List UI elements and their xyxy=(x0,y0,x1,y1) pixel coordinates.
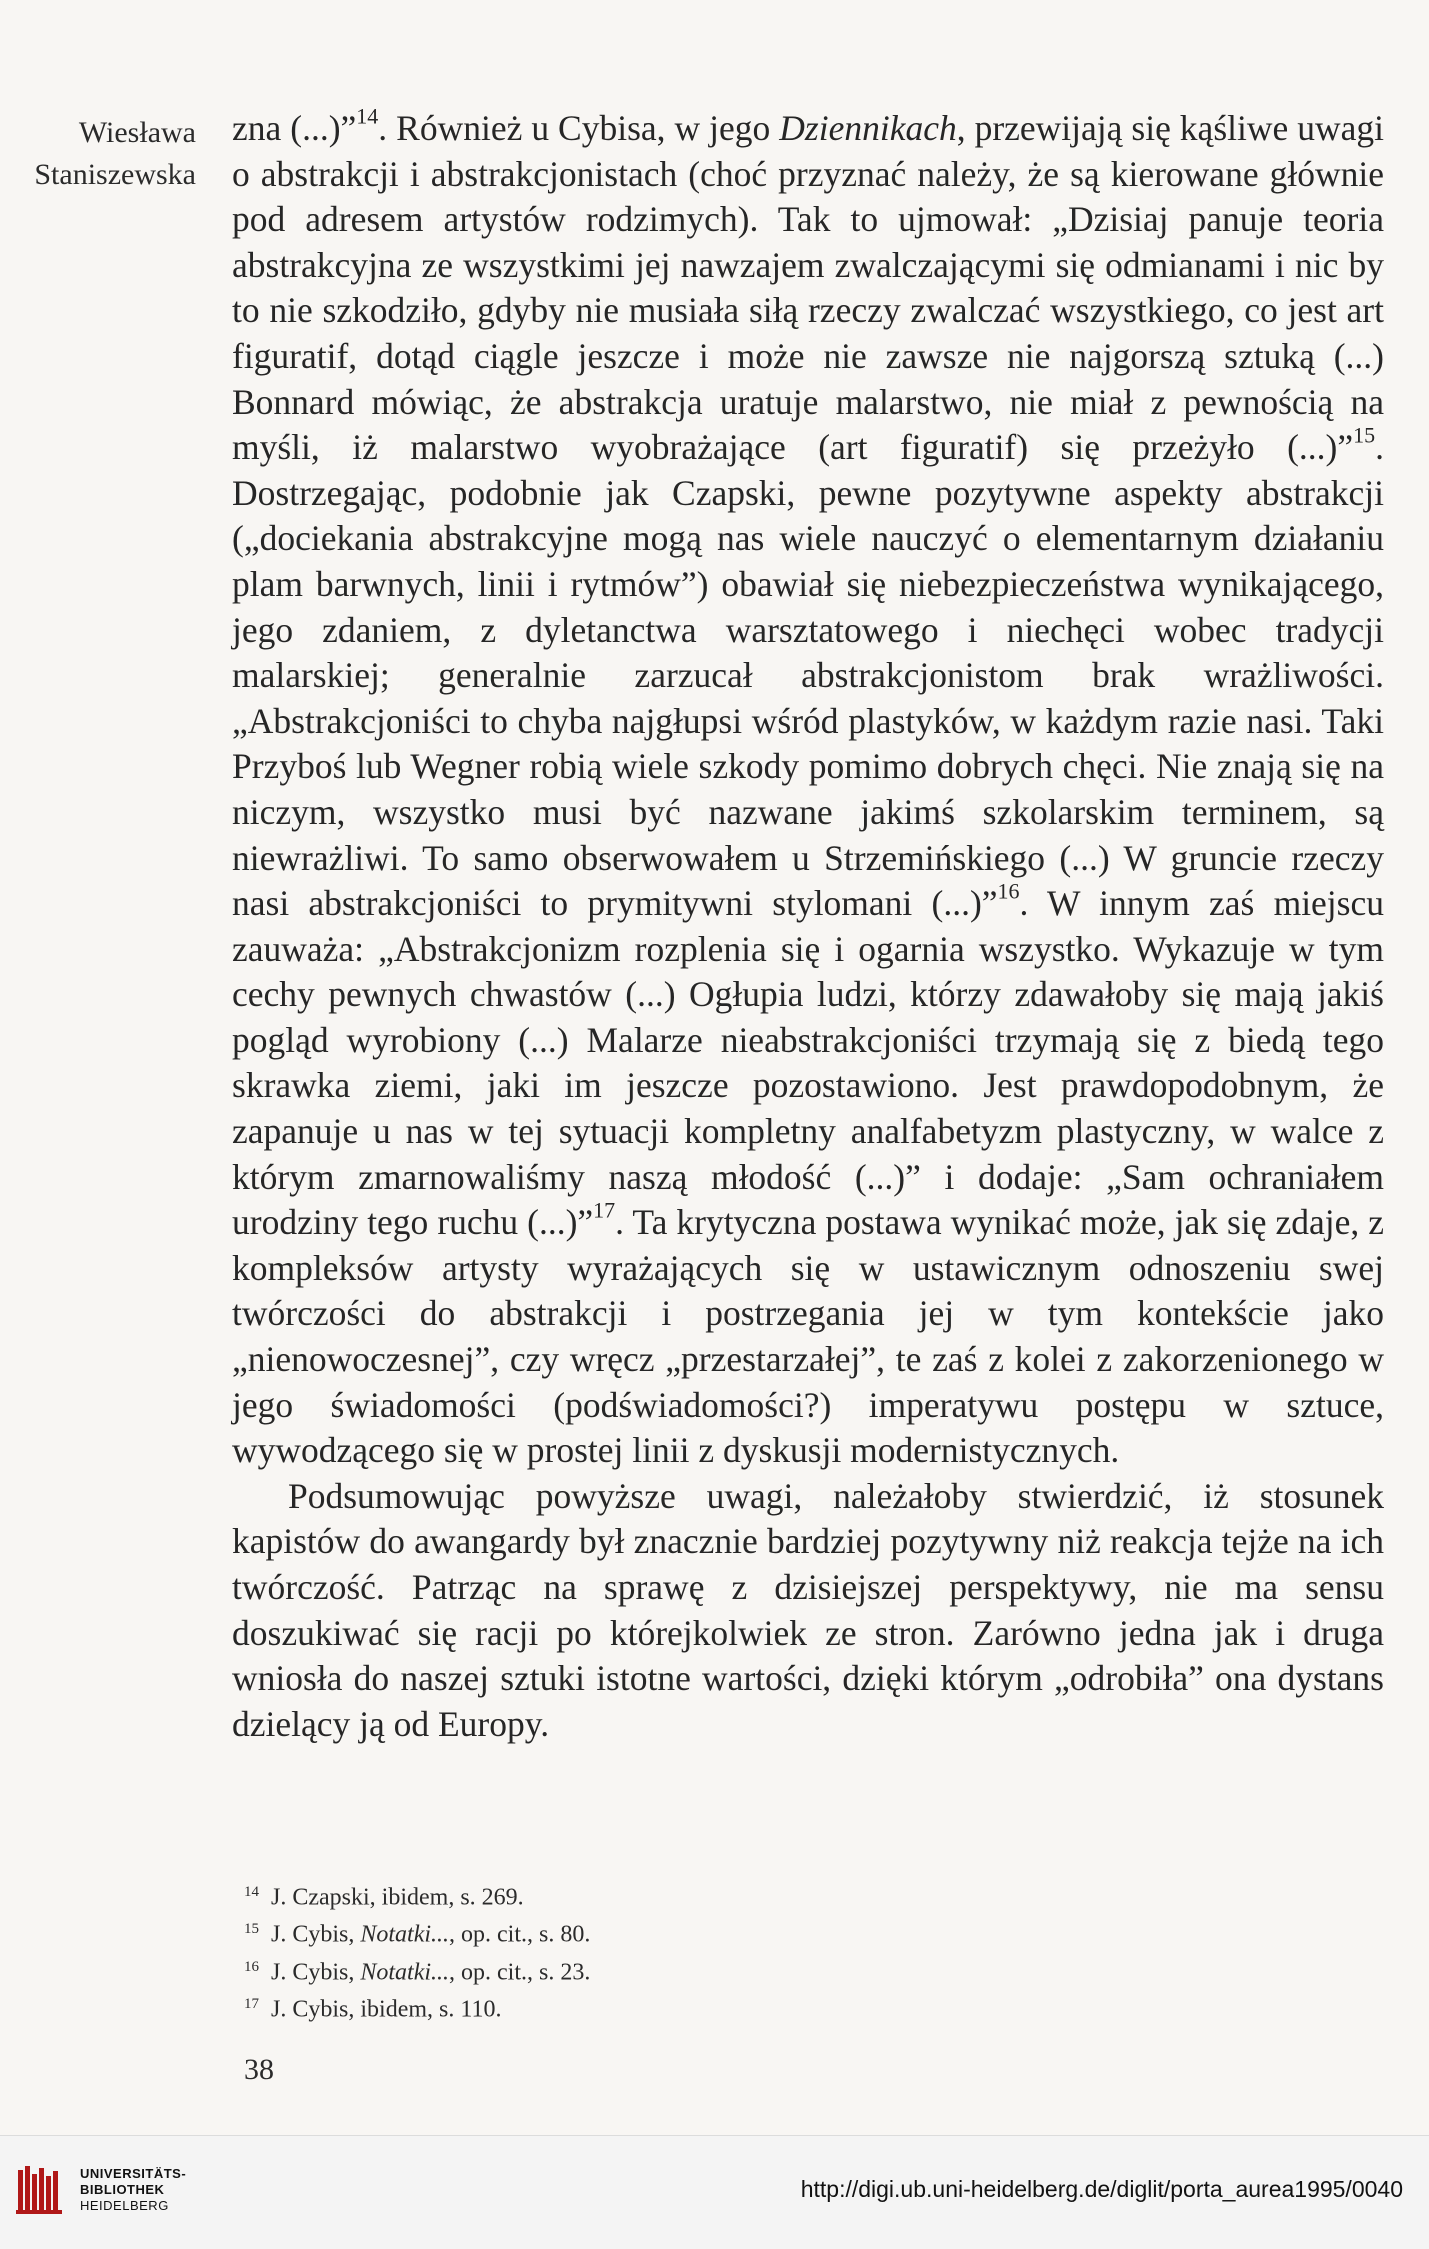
logo-line: BIBLIOTHEK xyxy=(80,2182,165,2197)
footnotes xyxy=(244,1876,1144,2025)
footnote-number: 15 xyxy=(244,1921,259,1938)
library-logo[interactable] xyxy=(14,2160,224,2224)
library-logo-text xyxy=(80,2166,186,2214)
logo-line: HEIDELBERG xyxy=(80,2198,169,2213)
paragraph-1 xyxy=(232,103,1384,1474)
text-run: . W innym zaś miejscu zauważa: „Abstrakcjonizm rozplenia się i ogarnia wszystko. Wykazuje w tym cechy pewnych chwastów (...) Ogłupia ludzi, którzy zdawałoby się mają jakiś pogląd wyrobiony (...) Malarze nieabstrakcjoniści trzymają się z biedą tego skrawka ziemi, jaki im jeszcze pozostawiono. Jest prawdopodobnym, że zapanuje u nas w tej sytuacji kompletny analfabetyzm plastyczny, w walce z którym zmarnowaliśmy naszą młodość (...)” i dodaje: „Sam ochraniałem urodziny tego ruchu (...)” xyxy=(232,883,1384,1243)
footnote-text: J. Czapski, ibidem, s. 269. xyxy=(271,1884,524,1911)
author-last-name: Staniszewska xyxy=(34,158,196,191)
article-body xyxy=(232,103,1384,1747)
library-footer-bar xyxy=(0,2135,1429,2249)
footnote-text: J. Cybis, ibidem, s. 110. xyxy=(271,1996,502,2022)
text-run: . Również u Cybisa, w jego xyxy=(378,108,780,148)
footnote-number: 14 xyxy=(244,1884,259,1900)
footnote-ref-17: 17 xyxy=(593,1197,616,1223)
logo-line: UNIVERSITÄTS- xyxy=(80,2166,187,2181)
source-url-link[interactable]: http://digi.ub.uni-heidelberg.de/diglit/porta_aurea1995/0040 xyxy=(800,2176,1403,2202)
author-margin-note xyxy=(18,112,196,196)
footnote xyxy=(244,1951,1144,1988)
text-run: zna (...)” xyxy=(232,108,357,148)
paragraph-2: Podsumowując powyższe uwagi, należałoby stwierdzić, iż stosunek kapistów do awangardy był znacznie bardziej pozytywny niż reakcja tejże na ich twórczość. Patrząc na sprawę z dzisiejszej perspektywy, nie ma sensu doszukiwać się racji po którejkolwiek ze stron. Zarówno jedna jak i druga wniosła do naszej sztuki istotne wartości, dzięki którym „odrobiła” ona dystans dzielący ją od Europy. xyxy=(232,1475,1384,1744)
text-run: , przewijają się kąśliwe uwagi o abstrakcji i abstrakcjonistach (choć przyznać należy, że są kierowane głównie pod adresem artystów rodzimych). Tak to ujmował: „Dzisiaj panuje teoria abstrakcyjna ze wszystkimi jej nawzajem zwalczającymi się odmianami i nic by to nie szkodziło, gdyby nie musiała siłą rzeczy zwalczać wszystkiego, co jest art figuratif, dotąd ciągle jeszcze i może nie zawsze nie najgorszą sztuką (...) Bonnard mówiąc, że abstrakcja uratuje malarstwo, nie miał z pewnością na myśli, iż malarstwo wyobrażające (art figuratif) się przeżyło (...)” xyxy=(232,108,1384,468)
author-first-name: Wiesława xyxy=(78,116,196,149)
text-run: . Dostrzegając, podobnie jak Czapski, pewne pozytywne aspekty abstrakcji („dociekania abstrakcyjne mogą nas wiele nauczyć o elementarnym działaniu plam barwnych, linii i rytmów”) obawiał się niebezpieczeństwa wynikającego, jego zdaniem, z dyletanctwa warsztatowego i niechęci wobec tradycji malarskiej; generalnie zarzucał abstrakcjonistom brak wrażliwości. „Abstrakcjoniści to chyba najgłupsi wśród plastyków, w każdym razie nasi. Taki Przyboś lub Wegner robią wiele szkody pomimo dobrych chęci. Nie znają się na niczym, wszystko musi być nazwane jakimś szkolarskim terminem, są niewrażliwi. To samo obserwowałem u Strzemińskiego (...) W gruncie rzeczy nasi abstrakcjoniści to prymitywni stylomani (...)” xyxy=(232,427,1384,924)
page-number: 38 xyxy=(244,2053,274,2086)
footnote-text: , op. cit., s. 23. xyxy=(449,1958,591,1985)
footnote-number: 16 xyxy=(244,1958,259,1975)
footnote-text: J. Cybis, xyxy=(271,1958,361,1985)
footnote-ref-15: 15 xyxy=(1353,422,1376,448)
library-logo-icon xyxy=(14,2162,70,2218)
footnote-title: Notatki... xyxy=(360,1958,450,1985)
footnote-text: J. Cybis, xyxy=(271,1921,361,1948)
footnote xyxy=(244,1913,1144,1950)
text-run: . Ta krytyczna postawa wynikać może, jak się zdaje, z kompleksów artysty wyrażających się w ustawicznym odnoszeniu swej twórczości do abstrakcji i postrzegania jej w tym kontekście jako „nienowoczesnej”, czy wręcz „przestarzałej”, te zaś z kolei z zakorzenionego w jego świadomości (podświadomości?) imperatywu postępu w sztuce, wywodzącego się w prostej linii z dyskusji modernistycznych. xyxy=(232,1202,1384,1471)
footnote-ref-16: 16 xyxy=(997,878,1020,904)
footnote-text: , op. cit., s. 80. xyxy=(449,1921,591,1948)
footnote xyxy=(244,1876,1144,1913)
footnote xyxy=(244,1988,1144,2025)
footnote-title: Notatki... xyxy=(360,1921,450,1948)
footnote-ref-14: 14 xyxy=(356,103,379,129)
footnote-number: 17 xyxy=(244,1995,259,2012)
book-title-dzienniki: Dziennikach xyxy=(779,108,957,148)
